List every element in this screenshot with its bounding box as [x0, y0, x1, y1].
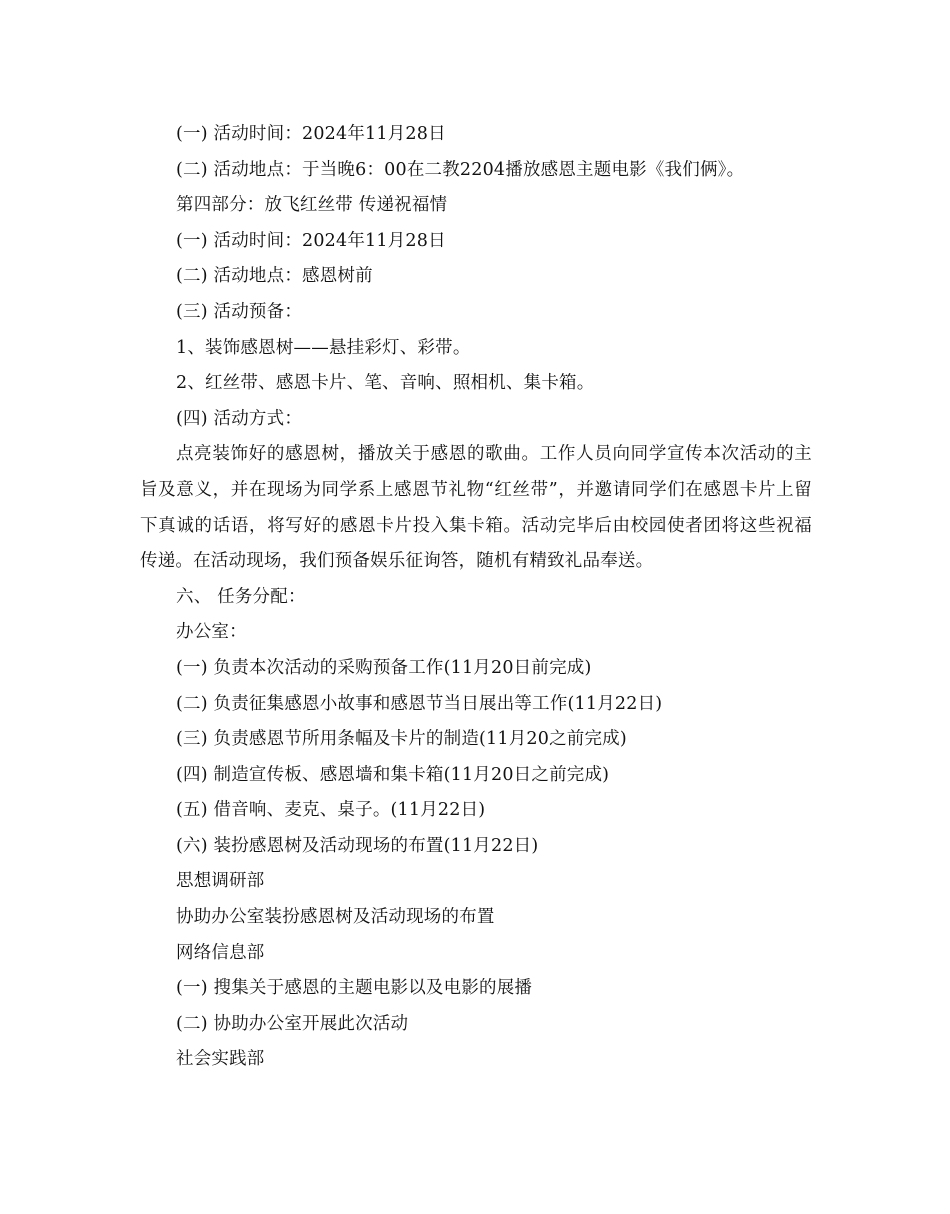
text-line: 2、红丝带、感恩卡片、笔、音响、照相机、集卡箱。 [176, 373, 595, 394]
department-heading: 网络信息部 [176, 942, 265, 963]
text-line: (二) 活动地点：于当晚6：00在二教2204播放感恩主题电影《我们俩》。 [176, 159, 745, 180]
text-line: (二) 协助办公室开展此次活动 [176, 1013, 409, 1034]
text-line: 协助办公室装扮感恩树及活动现场的布置 [176, 907, 495, 928]
department-heading: 思想调研部 [176, 871, 265, 892]
text-line: (一) 搜集关于感恩的主题电影以及电影的展播 [176, 978, 533, 999]
text-line: (一) 活动时间：2024年11月28日 [176, 124, 446, 144]
department-heading: 社会实践部 [176, 1049, 265, 1070]
text-line: (二) 负责征集感恩小故事和感恩节当日展出等工作(11月22日) [176, 693, 663, 714]
text-line: (五) 借音响、麦克、桌子。(11月22日) [176, 800, 486, 821]
text-line: (一) 活动时间：2024年11月28日 [176, 230, 446, 251]
text-line: (一) 负责本次活动的采购预备工作(11月20日前完成) [176, 657, 592, 678]
activity-description-paragraph: 点亮装饰好的感恩树，播放关于感恩的歌曲。工作人员向同学宣传本次活动的主旨及意义，并在现场为同学系上感恩节礼物“红丝带”，并邀请同学们在感恩卡片上留下真诚的话语，将写好的感恩卡片投入集卡箱。活动完毕后由校园使者团将这些祝福传递。在活动现场，我们预备娱乐征询答，随机有精致礼品奉送。 [140, 444, 812, 572]
department-heading: 办公室： [176, 622, 247, 643]
text-line: (二) 活动地点：感恩树前 [176, 266, 373, 287]
text-line: (三) 活动预备： [176, 301, 303, 322]
document-body [140, 117, 812, 1078]
text-line: 1、装饰感恩树——悬挂彩灯、彩带。 [176, 337, 471, 358]
section-heading: 第四部分：放飞红丝带 传递祝福情 [176, 195, 448, 216]
section-heading: 六、 任务分配： [176, 586, 306, 607]
text-line: (六) 装扮感恩树及活动现场的布置(11月22日) [176, 835, 539, 856]
text-line: (四) 制造宣传板、感恩墙和集卡箱(11月20日之前完成) [176, 764, 610, 785]
text-line: (三) 负责感恩节所用条幅及卡片的制造(11月20之前完成) [176, 729, 627, 750]
text-line: (四) 活动方式： [176, 408, 303, 429]
